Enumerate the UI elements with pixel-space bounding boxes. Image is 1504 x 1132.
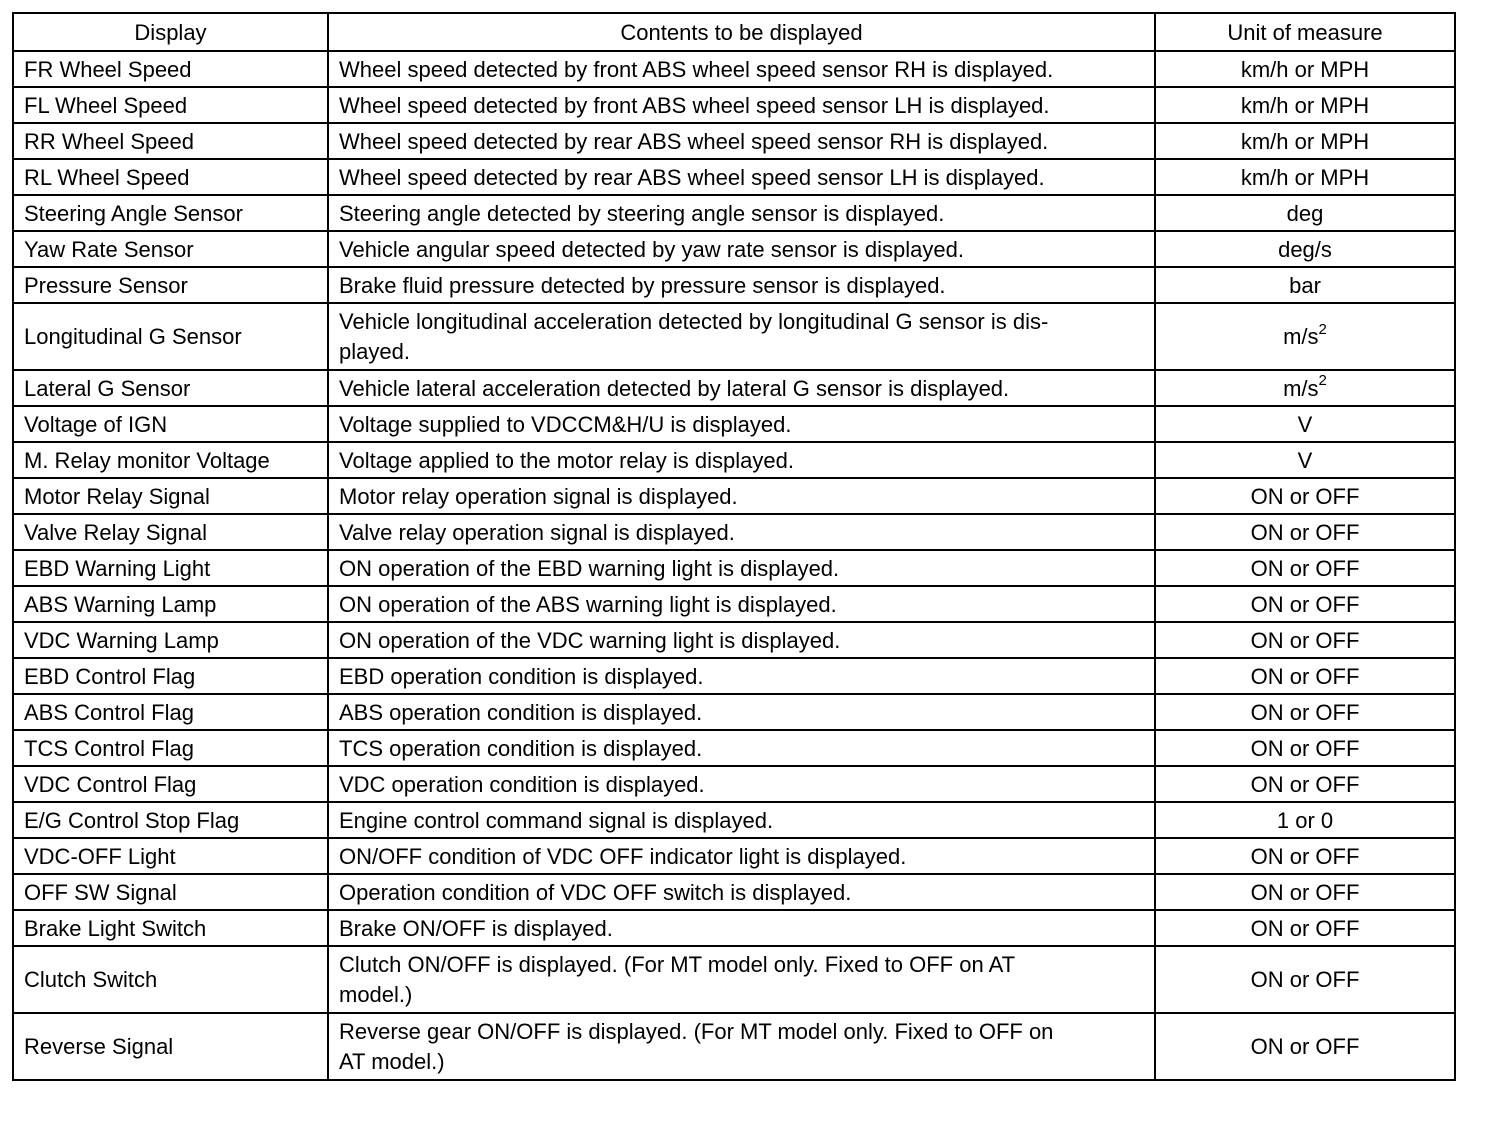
table-row	[13, 874, 1455, 910]
cell-unit	[1155, 159, 1455, 195]
cell-display: FL Wheel Speed	[13, 87, 328, 123]
unit-text: V	[1297, 411, 1313, 437]
unit-text: ON or OFF	[1250, 879, 1360, 905]
cell-contents-line: AT model.)	[339, 1048, 445, 1074]
cell-contents-line: Clutch ON/OFF is displayed. (For MT model only. Fixed to OFF on AT	[339, 951, 1016, 977]
unit-text: deg	[1286, 200, 1324, 226]
cell-contents: Wheel speed detected by rear ABS wheel speed sensor RH is displayed.	[328, 123, 1155, 159]
unit-text: ON or OFF	[1250, 1034, 1360, 1059]
cell-unit	[1155, 514, 1455, 550]
cell-unit	[1155, 51, 1455, 87]
header-unit: Unit of measure	[1155, 13, 1455, 51]
unit-text: km/h or MPH	[1240, 56, 1370, 82]
cell-contents: Brake ON/OFF is displayed.	[328, 910, 1155, 946]
cell-unit	[1155, 766, 1455, 802]
unit-text: ON or OFF	[1250, 915, 1360, 941]
cell-contents: ON operation of the VDC warning light is displayed.	[328, 622, 1155, 658]
unit-text: ON or OFF	[1250, 771, 1360, 797]
unit-text: deg/s	[1278, 236, 1332, 262]
cell-contents: TCS operation condition is displayed.	[328, 730, 1155, 766]
cell-display: OFF SW Signal	[13, 874, 328, 910]
cell-display: ABS Warning Lamp	[13, 586, 328, 622]
table-row	[13, 622, 1455, 658]
data-monitor-table	[12, 12, 1456, 1081]
unit-text: 1 or 0	[1276, 807, 1334, 833]
cell-contents	[328, 303, 1155, 370]
cell-display: Voltage of IGN	[13, 406, 328, 442]
table-row	[13, 1013, 1455, 1080]
cell-unit	[1155, 123, 1455, 159]
cell-contents: VDC operation condition is displayed.	[328, 766, 1155, 802]
cell-display: TCS Control Flag	[13, 730, 328, 766]
cell-unit	[1155, 622, 1455, 658]
cell-unit	[1155, 694, 1455, 730]
unit-text: ON or OFF	[1250, 627, 1360, 653]
cell-unit	[1155, 946, 1455, 1013]
unit-text: ON or OFF	[1250, 843, 1360, 869]
cell-contents: EBD operation condition is displayed.	[328, 658, 1155, 694]
cell-display: Yaw Rate Sensor	[13, 231, 328, 267]
unit-text: V	[1297, 447, 1313, 473]
table-row	[13, 303, 1455, 370]
table-row	[13, 514, 1455, 550]
cell-contents: Valve relay operation signal is displayed.	[328, 514, 1155, 550]
cell-display: Motor Relay Signal	[13, 478, 328, 514]
unit-text: ON or OFF	[1250, 699, 1360, 725]
table-header-row	[13, 13, 1455, 51]
table-body	[13, 51, 1455, 1080]
unit-text: ON or OFF	[1250, 967, 1360, 992]
cell-unit	[1155, 370, 1455, 406]
cell-unit	[1155, 658, 1455, 694]
cell-contents	[328, 1013, 1155, 1080]
cell-contents-line: Reverse gear ON/OFF is displayed. (For MT model only. Fixed to OFF on	[339, 1018, 1054, 1044]
unit-exponent: 2	[1318, 372, 1327, 390]
unit-text: ON or OFF	[1250, 483, 1360, 509]
table-row	[13, 51, 1455, 87]
cell-contents: Voltage applied to the motor relay is displayed.	[328, 442, 1155, 478]
cell-contents: Wheel speed detected by rear ABS wheel speed sensor LH is displayed.	[328, 159, 1155, 195]
cell-contents-line: played.	[339, 338, 410, 364]
cell-display: Valve Relay Signal	[13, 514, 328, 550]
table-row	[13, 267, 1455, 303]
cell-unit	[1155, 802, 1455, 838]
cell-display: Brake Light Switch	[13, 910, 328, 946]
cell-unit	[1155, 406, 1455, 442]
table-row	[13, 195, 1455, 231]
cell-display: EBD Control Flag	[13, 658, 328, 694]
table-row	[13, 231, 1455, 267]
unit-text: ON or OFF	[1250, 735, 1360, 761]
cell-unit	[1155, 838, 1455, 874]
cell-unit	[1155, 1013, 1455, 1080]
cell-unit	[1155, 910, 1455, 946]
cell-display: VDC Control Flag	[13, 766, 328, 802]
cell-contents: Wheel speed detected by front ABS wheel speed sensor RH is displayed.	[328, 51, 1155, 87]
unit-text: ON or OFF	[1250, 663, 1360, 689]
unit-text: km/h or MPH	[1240, 92, 1370, 118]
header-display: Display	[13, 13, 328, 51]
cell-contents: Voltage supplied to VDCCM&H/U is displayed.	[328, 406, 1155, 442]
cell-display: Steering Angle Sensor	[13, 195, 328, 231]
cell-display: Reverse Signal	[13, 1013, 328, 1080]
table-row	[13, 406, 1455, 442]
cell-unit	[1155, 730, 1455, 766]
cell-contents: Steering angle detected by steering angle sensor is displayed.	[328, 195, 1155, 231]
cell-contents: Operation condition of VDC OFF switch is displayed.	[328, 874, 1155, 910]
table-row	[13, 123, 1455, 159]
cell-contents: Engine control command signal is displayed.	[328, 802, 1155, 838]
table-row	[13, 658, 1455, 694]
table-row	[13, 946, 1455, 1013]
cell-contents: Wheel speed detected by front ABS wheel speed sensor LH is displayed.	[328, 87, 1155, 123]
cell-display: EBD Warning Light	[13, 550, 328, 586]
table-row	[13, 694, 1455, 730]
unit-text: ON or OFF	[1250, 591, 1360, 617]
cell-display: ABS Control Flag	[13, 694, 328, 730]
cell-display: E/G Control Stop Flag	[13, 802, 328, 838]
table-row	[13, 766, 1455, 802]
cell-unit	[1155, 87, 1455, 123]
cell-unit	[1155, 586, 1455, 622]
cell-contents	[328, 946, 1155, 1013]
table-row	[13, 478, 1455, 514]
cell-display: RL Wheel Speed	[13, 159, 328, 195]
cell-unit	[1155, 231, 1455, 267]
unit-text: m/s	[1283, 324, 1319, 349]
table-row	[13, 802, 1455, 838]
cell-display: VDC Warning Lamp	[13, 622, 328, 658]
cell-contents: Vehicle lateral acceleration detected by lateral G sensor is displayed.	[328, 370, 1155, 406]
table-row	[13, 442, 1455, 478]
cell-contents: ABS operation condition is displayed.	[328, 694, 1155, 730]
cell-unit	[1155, 303, 1455, 370]
table-row	[13, 159, 1455, 195]
unit-text: ON or OFF	[1250, 555, 1360, 581]
header-contents: Contents to be displayed	[328, 13, 1155, 51]
cell-contents-line: Vehicle longitudinal acceleration detected by longitudinal G sensor is dis-	[339, 308, 1049, 334]
unit-text: m/s	[1283, 375, 1319, 401]
cell-contents: Vehicle angular speed detected by yaw rate sensor is displayed.	[328, 231, 1155, 267]
unit-text: km/h or MPH	[1240, 164, 1370, 190]
cell-unit	[1155, 478, 1455, 514]
table-row	[13, 550, 1455, 586]
cell-unit	[1155, 195, 1455, 231]
table-row	[13, 838, 1455, 874]
table-row	[13, 586, 1455, 622]
unit-text: bar	[1289, 272, 1321, 298]
cell-display: Longitudinal G Sensor	[13, 303, 328, 370]
cell-display: RR Wheel Speed	[13, 123, 328, 159]
cell-display: Clutch Switch	[13, 946, 328, 1013]
cell-display: VDC-OFF Light	[13, 838, 328, 874]
cell-contents: Brake fluid pressure detected by pressure sensor is displayed.	[328, 267, 1155, 303]
cell-contents: ON operation of the EBD warning light is displayed.	[328, 550, 1155, 586]
unit-text: ON or OFF	[1250, 519, 1360, 545]
cell-unit	[1155, 442, 1455, 478]
cell-contents: ON/OFF condition of VDC OFF indicator light is displayed.	[328, 838, 1155, 874]
cell-contents: ON operation of the ABS warning light is displayed.	[328, 586, 1155, 622]
table-row	[13, 730, 1455, 766]
cell-display: FR Wheel Speed	[13, 51, 328, 87]
table-row	[13, 87, 1455, 123]
cell-contents: Motor relay operation signal is displayed.	[328, 478, 1155, 514]
unit-exponent: 2	[1318, 320, 1327, 338]
cell-unit	[1155, 267, 1455, 303]
cell-unit	[1155, 874, 1455, 910]
cell-display: Pressure Sensor	[13, 267, 328, 303]
table-row	[13, 910, 1455, 946]
cell-unit	[1155, 550, 1455, 586]
cell-display: M. Relay monitor Voltage	[13, 442, 328, 478]
cell-contents-line: model.)	[339, 981, 413, 1007]
cell-display: Lateral G Sensor	[13, 370, 328, 406]
table-row	[13, 370, 1455, 406]
unit-text: km/h or MPH	[1240, 128, 1370, 154]
